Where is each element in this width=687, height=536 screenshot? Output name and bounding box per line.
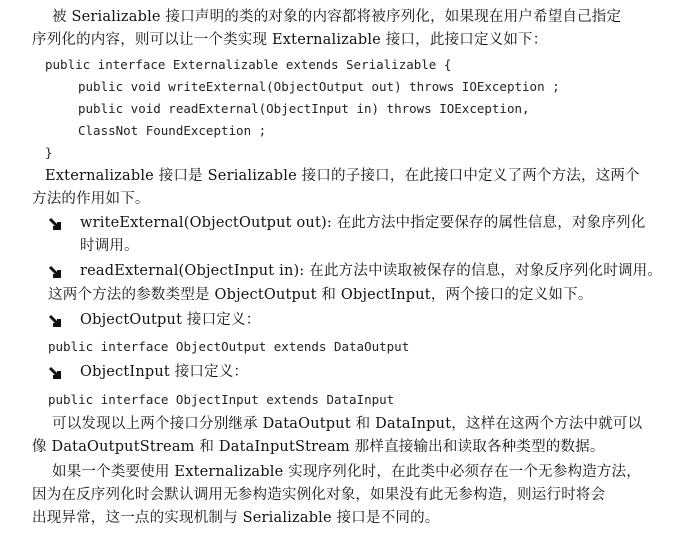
code-externalizable-line5: } — [45, 145, 53, 160]
code-externalizable-line3: public void readExternal(ObjectInput in) throws IOException, — [78, 101, 530, 116]
arrow-bullet-icon — [48, 313, 64, 329]
bullet-object-input-definition: ObjectInput 接口定义： — [80, 364, 249, 380]
paragraph-intro-line1: 被 Serializable 接口声明的类的对象的内容都将被序列化，如果现在用户希望自己指定 — [52, 9, 622, 25]
arrow-bullet-icon — [48, 264, 64, 280]
paragraph-constructor-line1: 如果一个类要使用 Externalizable 实现序列化时，在此类中必须存在一个无参构造方法， — [52, 464, 641, 480]
code-object-output: public interface ObjectOutput extends DataOutput — [48, 339, 410, 354]
paragraph-constructor-line2: 因为在反序列化时会默认调用无参构造实例化对象，如果没有此无参构造，则运行时将会 — [32, 487, 606, 503]
paragraph-constructor-line3: 出现异常，这一点的实现机制与 Serializable 接口是不同的。 — [32, 510, 440, 526]
code-object-input: public interface ObjectInput extends DataInput — [48, 392, 395, 407]
arrow-bullet-icon — [48, 365, 64, 381]
paragraph-inheritance-line1: 可以发现以上两个接口分别继承 DataOutput 和 DataInput，这样在这两个方法中就可以 — [52, 416, 643, 432]
arrow-bullet-icon — [48, 216, 64, 232]
paragraph-inheritance-line2: 像 DataOutputStream 和 DataInputStream 那样直接输出和读取各种类型的数据。 — [32, 439, 605, 455]
paragraph-subinterface-line1: Externalizable 接口是 Serializable 接口的子接口，在此接口中定义了两个方法，这两个 — [45, 168, 640, 184]
paragraph-parameter-types: 这两个方法的参数类型是 ObjectOutput 和 ObjectInput，两个接口的定义如下。 — [48, 287, 593, 303]
bullet-write-external-line2: 时调用。 — [80, 238, 139, 254]
bullet-read-external: readExternal(ObjectInput in): 在此方法中读取被保存的信息，对象反序列化时调用。 — [80, 263, 663, 279]
paragraph-intro-line2: 序列化的内容，则可以让一个类实现 Externalizable 接口，此接口定义如下： — [32, 32, 548, 48]
code-externalizable-line2: public void writeExternal(ObjectOutput out) throws IOException ; — [78, 79, 560, 94]
bullet-write-external-line1: writeExternal(ObjectOutput out): 在此方法中指定要保存的属性信息，对象序列化 — [80, 215, 646, 231]
paragraph-subinterface-line2: 方法的作用如下。 — [32, 191, 150, 207]
code-externalizable-line4: ClassNot FoundException ; — [78, 123, 267, 138]
code-externalizable-line1: public interface Externalizable extends Serializable { — [45, 57, 452, 72]
bullet-object-output-definition: ObjectOutput 接口定义： — [80, 312, 261, 328]
